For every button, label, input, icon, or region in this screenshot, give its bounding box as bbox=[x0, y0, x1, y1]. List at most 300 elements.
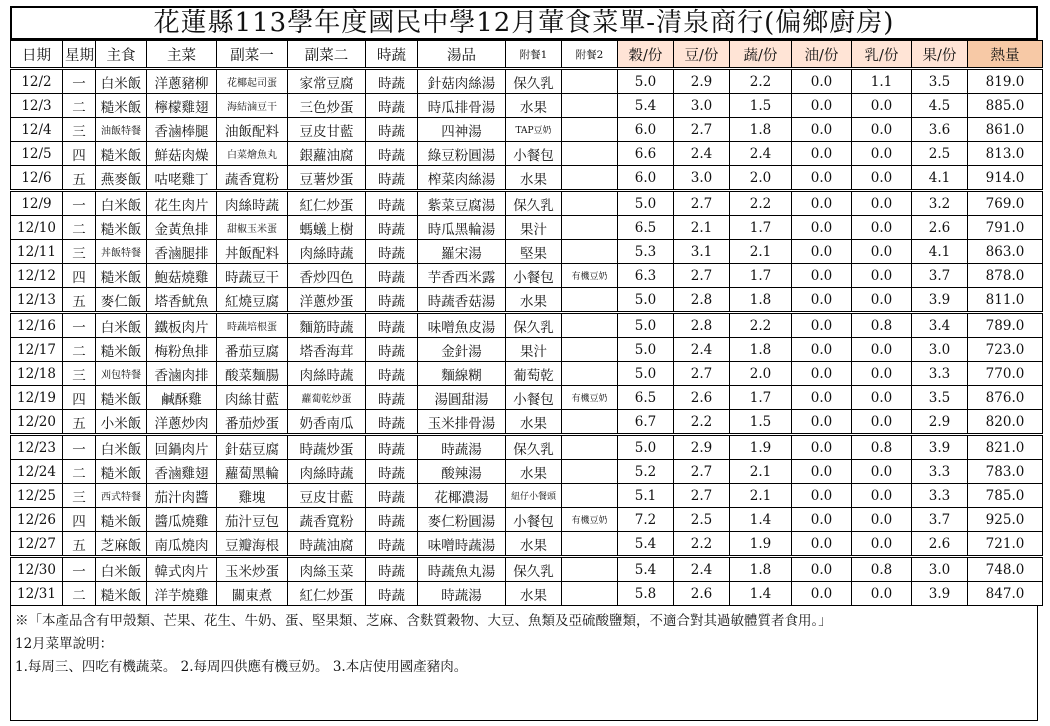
cell-dairy-servings: 0.0 bbox=[852, 410, 912, 435]
col-header-side-dish-1: 副菜一 bbox=[217, 41, 288, 69]
cell-side-dish-2: 肉絲時蔬 bbox=[288, 362, 366, 386]
menu-row bbox=[11, 216, 1043, 240]
cell-calories: 878.0 bbox=[968, 264, 1043, 288]
cell-extra-1: 水果 bbox=[506, 532, 562, 557]
cell-date: 12/31 bbox=[11, 582, 63, 606]
col-header-extra-1: 附餐1 bbox=[506, 41, 562, 69]
cell-bean-servings: 2.4 bbox=[674, 142, 730, 166]
cell-grain-servings: 5.0 bbox=[618, 338, 674, 362]
cell-bean-servings: 2.4 bbox=[674, 338, 730, 362]
cell-grain-servings: 6.5 bbox=[618, 216, 674, 240]
cell-bean-servings: 2.4 bbox=[674, 557, 730, 582]
cell-extra-2 bbox=[562, 362, 618, 386]
cell-grain-servings: 5.1 bbox=[618, 484, 674, 508]
cell-dairy-servings: 0.8 bbox=[852, 435, 912, 460]
col-header-soup: 湯品 bbox=[418, 41, 506, 69]
cell-main-dish: 洋蔥炒肉 bbox=[147, 410, 217, 435]
cell-date: 12/25 bbox=[11, 484, 63, 508]
cell-fruit-servings: 2.6 bbox=[912, 216, 968, 240]
cell-date: 12/9 bbox=[11, 191, 63, 216]
menu-header-row bbox=[11, 41, 1043, 69]
cell-weekday: 三 bbox=[63, 118, 96, 142]
col-header-dairy-servings: 乳/份 bbox=[852, 41, 912, 69]
cell-veg-servings: 1.7 bbox=[730, 264, 792, 288]
cell-staple: 糙米飯 bbox=[96, 460, 147, 484]
cell-soup: 榨菜肉絲湯 bbox=[418, 166, 506, 191]
cell-vegetable: 時蔬 bbox=[366, 557, 418, 582]
cell-extra-2 bbox=[562, 460, 618, 484]
cell-main-dish: 香滷棒腿 bbox=[147, 118, 217, 142]
cell-calories: 885.0 bbox=[968, 94, 1043, 118]
cell-vegetable: 時蔬 bbox=[366, 532, 418, 557]
cell-fruit-servings: 2.5 bbox=[912, 142, 968, 166]
cell-extra-1: 水果 bbox=[506, 410, 562, 435]
cell-fruit-servings: 2.9 bbox=[912, 410, 968, 435]
cell-extra-2 bbox=[562, 313, 618, 338]
cell-bean-servings: 3.1 bbox=[674, 240, 730, 264]
notes-section bbox=[10, 605, 1038, 721]
cell-calories: 813.0 bbox=[968, 142, 1043, 166]
cell-side-dish-1: 白菜燴魚丸 bbox=[217, 142, 288, 166]
cell-main-dish: 香滷雞翅 bbox=[147, 460, 217, 484]
cell-side-dish-2: 洋蔥炒蛋 bbox=[288, 288, 366, 313]
cell-fruit-servings: 3.3 bbox=[912, 484, 968, 508]
cell-veg-servings: 1.9 bbox=[730, 435, 792, 460]
cell-vegetable: 時蔬 bbox=[366, 264, 418, 288]
cell-extra-1: 小餐包 bbox=[506, 508, 562, 532]
cell-calories: 861.0 bbox=[968, 118, 1043, 142]
cell-calories: 847.0 bbox=[968, 582, 1043, 606]
cell-extra-2 bbox=[562, 216, 618, 240]
cell-vegetable: 時蔬 bbox=[366, 69, 418, 94]
cell-bean-servings: 2.8 bbox=[674, 313, 730, 338]
cell-soup: 玉米排骨湯 bbox=[418, 410, 506, 435]
cell-grain-servings: 5.0 bbox=[618, 191, 674, 216]
cell-bean-servings: 2.7 bbox=[674, 460, 730, 484]
cell-side-dish-1: 玉米炒蛋 bbox=[217, 557, 288, 582]
cell-dairy-servings: 0.0 bbox=[852, 166, 912, 191]
cell-main-dish: 鮮菇肉燥 bbox=[147, 142, 217, 166]
cell-weekday: 一 bbox=[63, 435, 96, 460]
cell-date: 12/17 bbox=[11, 338, 63, 362]
cell-fruit-servings: 3.0 bbox=[912, 557, 968, 582]
menu-row bbox=[11, 508, 1043, 532]
menu-row bbox=[11, 460, 1043, 484]
cell-main-dish: 茄汁肉醬 bbox=[147, 484, 217, 508]
cell-extra-1: TAP豆奶 bbox=[506, 118, 562, 142]
cell-side-dish-1: 蘿蔔黑輪 bbox=[217, 460, 288, 484]
cell-side-dish-1: 蔬香寬粉 bbox=[217, 166, 288, 191]
col-header-calories: 熱量 bbox=[968, 41, 1043, 69]
cell-vegetable: 時蔬 bbox=[366, 460, 418, 484]
cell-bean-servings: 2.9 bbox=[674, 69, 730, 94]
cell-side-dish-2: 香炒四色 bbox=[288, 264, 366, 288]
cell-extra-1: 堅果 bbox=[506, 240, 562, 264]
cell-side-dish-1: 紅燒豆腐 bbox=[217, 288, 288, 313]
cell-grain-servings: 5.2 bbox=[618, 460, 674, 484]
menu-row bbox=[11, 166, 1043, 191]
cell-date: 12/5 bbox=[11, 142, 63, 166]
cell-side-dish-2: 紅仁炒蛋 bbox=[288, 582, 366, 606]
cell-weekday: 四 bbox=[63, 508, 96, 532]
cell-dairy-servings: 0.0 bbox=[852, 508, 912, 532]
cell-fruit-servings: 4.1 bbox=[912, 166, 968, 191]
cell-oil-servings: 0.0 bbox=[792, 216, 852, 240]
cell-extra-1: 保久乳 bbox=[506, 435, 562, 460]
menu-body bbox=[11, 69, 1043, 606]
cell-oil-servings: 0.0 bbox=[792, 94, 852, 118]
cell-extra-2 bbox=[562, 410, 618, 435]
cell-oil-servings: 0.0 bbox=[792, 484, 852, 508]
cell-weekday: 五 bbox=[63, 166, 96, 191]
cell-dairy-servings: 0.0 bbox=[852, 216, 912, 240]
cell-soup: 時瓜黑輪湯 bbox=[418, 216, 506, 240]
cell-grain-servings: 6.3 bbox=[618, 264, 674, 288]
cell-staple: 油飯特餐 bbox=[96, 118, 147, 142]
cell-extra-1: 水果 bbox=[506, 288, 562, 313]
cell-main-dish: 花生肉片 bbox=[147, 191, 217, 216]
cell-veg-servings: 2.1 bbox=[730, 240, 792, 264]
cell-side-dish-2: 時蔬炒蛋 bbox=[288, 435, 366, 460]
cell-soup: 綠豆粉圓湯 bbox=[418, 142, 506, 166]
cell-extra-2 bbox=[562, 69, 618, 94]
cell-veg-servings: 2.1 bbox=[730, 484, 792, 508]
col-header-extra-2: 附餐2 bbox=[562, 41, 618, 69]
cell-dairy-servings: 0.0 bbox=[852, 264, 912, 288]
cell-grain-servings: 5.4 bbox=[618, 557, 674, 582]
cell-oil-servings: 0.0 bbox=[792, 338, 852, 362]
cell-main-dish: 洋蔥豬柳 bbox=[147, 69, 217, 94]
cell-extra-1: 紐仔小餐頭 bbox=[506, 484, 562, 508]
cell-dairy-servings: 0.0 bbox=[852, 582, 912, 606]
menu-row bbox=[11, 338, 1043, 362]
cell-side-dish-1: 甜椒玉米蛋 bbox=[217, 216, 288, 240]
menu-table bbox=[10, 40, 1043, 606]
cell-date: 12/16 bbox=[11, 313, 63, 338]
cell-vegetable: 時蔬 bbox=[366, 240, 418, 264]
menu-row bbox=[11, 557, 1043, 582]
cell-grain-servings: 5.0 bbox=[618, 69, 674, 94]
cell-side-dish-2: 三色炒蛋 bbox=[288, 94, 366, 118]
cell-dairy-servings: 0.0 bbox=[852, 338, 912, 362]
cell-extra-2 bbox=[562, 166, 618, 191]
cell-soup: 羅宋湯 bbox=[418, 240, 506, 264]
cell-staple: 糙米飯 bbox=[96, 216, 147, 240]
cell-fruit-servings: 3.4 bbox=[912, 313, 968, 338]
cell-veg-servings: 1.8 bbox=[730, 118, 792, 142]
cell-soup: 金針湯 bbox=[418, 338, 506, 362]
cell-fruit-servings: 3.5 bbox=[912, 386, 968, 410]
cell-soup: 針菇肉絲湯 bbox=[418, 69, 506, 94]
cell-soup: 時蔬香菇湯 bbox=[418, 288, 506, 313]
cell-weekday: 二 bbox=[63, 216, 96, 240]
cell-side-dish-2: 豆皮甘藍 bbox=[288, 118, 366, 142]
cell-vegetable: 時蔬 bbox=[366, 142, 418, 166]
col-header-grain-servings: 穀/份 bbox=[618, 41, 674, 69]
menu-row bbox=[11, 191, 1043, 216]
cell-dairy-servings: 0.0 bbox=[852, 142, 912, 166]
cell-oil-servings: 0.0 bbox=[792, 142, 852, 166]
cell-vegetable: 時蔬 bbox=[366, 338, 418, 362]
cell-veg-servings: 1.5 bbox=[730, 94, 792, 118]
cell-extra-1: 水果 bbox=[506, 460, 562, 484]
cell-side-dish-1: 茄汁豆包 bbox=[217, 508, 288, 532]
cell-dairy-servings: 0.0 bbox=[852, 484, 912, 508]
cell-weekday: 四 bbox=[63, 386, 96, 410]
allergen-note: ※「本產品含有甲殼類、芒果、花生、牛奶、蛋、堅果類、芝麻、含麩質穀物、大豆、魚類及亞硫酸鹽類，不適合對其過敏體質者食用。」 bbox=[15, 613, 832, 629]
cell-date: 12/30 bbox=[11, 557, 63, 582]
cell-extra-1: 小餐包 bbox=[506, 386, 562, 410]
cell-main-dish: 檸檬雞翅 bbox=[147, 94, 217, 118]
cell-weekday: 二 bbox=[63, 94, 96, 118]
cell-veg-servings: 1.8 bbox=[730, 338, 792, 362]
cell-date: 12/6 bbox=[11, 166, 63, 191]
cell-main-dish: 塔香魷魚 bbox=[147, 288, 217, 313]
cell-veg-servings: 1.9 bbox=[730, 532, 792, 557]
cell-bean-servings: 2.9 bbox=[674, 435, 730, 460]
cell-calories: 785.0 bbox=[968, 484, 1043, 508]
cell-extra-2 bbox=[562, 557, 618, 582]
cell-grain-servings: 6.0 bbox=[618, 166, 674, 191]
cell-bean-servings: 3.0 bbox=[674, 94, 730, 118]
cell-side-dish-2: 螞蟻上樹 bbox=[288, 216, 366, 240]
cell-bean-servings: 3.0 bbox=[674, 166, 730, 191]
cell-staple: 西式特餐 bbox=[96, 484, 147, 508]
cell-side-dish-1: 花椰起司蛋 bbox=[217, 69, 288, 94]
cell-weekday: 一 bbox=[63, 557, 96, 582]
cell-extra-1: 保久乳 bbox=[506, 191, 562, 216]
cell-soup: 時蔬湯 bbox=[418, 582, 506, 606]
cell-bean-servings: 2.7 bbox=[674, 191, 730, 216]
cell-main-dish: 鹹酥雞 bbox=[147, 386, 217, 410]
cell-staple: 糙米飯 bbox=[96, 508, 147, 532]
cell-fruit-servings: 3.9 bbox=[912, 435, 968, 460]
cell-dairy-servings: 0.8 bbox=[852, 557, 912, 582]
cell-main-dish: 咕咾雞丁 bbox=[147, 166, 217, 191]
cell-extra-2 bbox=[562, 118, 618, 142]
cell-date: 12/24 bbox=[11, 460, 63, 484]
cell-soup: 花椰濃湯 bbox=[418, 484, 506, 508]
cell-oil-servings: 0.0 bbox=[792, 386, 852, 410]
cell-fruit-servings: 3.2 bbox=[912, 191, 968, 216]
cell-fruit-servings: 3.9 bbox=[912, 582, 968, 606]
cell-date: 12/26 bbox=[11, 508, 63, 532]
cell-extra-2 bbox=[562, 142, 618, 166]
cell-bean-servings: 2.7 bbox=[674, 362, 730, 386]
cell-bean-servings: 2.8 bbox=[674, 288, 730, 313]
cell-main-dish: 香滷肉排 bbox=[147, 362, 217, 386]
cell-calories: 723.0 bbox=[968, 338, 1043, 362]
cell-side-dish-2: 紅仁炒蛋 bbox=[288, 191, 366, 216]
cell-weekday: 四 bbox=[63, 264, 96, 288]
cell-vegetable: 時蔬 bbox=[366, 118, 418, 142]
cell-weekday: 三 bbox=[63, 240, 96, 264]
cell-fruit-servings: 3.0 bbox=[912, 338, 968, 362]
cell-extra-2: 有機豆奶 bbox=[562, 264, 618, 288]
cell-staple: 糙米飯 bbox=[96, 386, 147, 410]
cell-side-dish-2: 塔香海茸 bbox=[288, 338, 366, 362]
cell-main-dish: 南瓜燒肉 bbox=[147, 532, 217, 557]
cell-weekday: 一 bbox=[63, 191, 96, 216]
cell-side-dish-1: 雞塊 bbox=[217, 484, 288, 508]
cell-soup: 味噌魚皮湯 bbox=[418, 313, 506, 338]
cell-main-dish: 香滷腿排 bbox=[147, 240, 217, 264]
cell-oil-servings: 0.0 bbox=[792, 435, 852, 460]
cell-oil-servings: 0.0 bbox=[792, 410, 852, 435]
cell-calories: 791.0 bbox=[968, 216, 1043, 240]
cell-extra-1: 水果 bbox=[506, 166, 562, 191]
cell-calories: 811.0 bbox=[968, 288, 1043, 313]
cell-side-dish-2: 肉絲玉菜 bbox=[288, 557, 366, 582]
col-header-date: 日期 bbox=[11, 41, 63, 69]
cell-grain-servings: 5.3 bbox=[618, 240, 674, 264]
cell-extra-2 bbox=[562, 532, 618, 557]
cell-fruit-servings: 2.6 bbox=[912, 532, 968, 557]
cell-calories: 748.0 bbox=[968, 557, 1043, 582]
notes-items: 1.每周三、四吃有機蔬菜。 2.每周四供應有機豆奶。 3.本店使用國產豬肉。 bbox=[15, 659, 468, 675]
cell-grain-servings: 6.6 bbox=[618, 142, 674, 166]
cell-fruit-servings: 3.3 bbox=[912, 362, 968, 386]
cell-dairy-servings: 0.0 bbox=[852, 362, 912, 386]
cell-vegetable: 時蔬 bbox=[366, 94, 418, 118]
cell-oil-servings: 0.0 bbox=[792, 508, 852, 532]
cell-staple: 白米飯 bbox=[96, 557, 147, 582]
cell-main-dish: 韓式肉片 bbox=[147, 557, 217, 582]
cell-fruit-servings: 4.1 bbox=[912, 240, 968, 264]
cell-weekday: 三 bbox=[63, 484, 96, 508]
cell-veg-servings: 1.7 bbox=[730, 386, 792, 410]
cell-date: 12/23 bbox=[11, 435, 63, 460]
cell-vegetable: 時蔬 bbox=[366, 216, 418, 240]
cell-oil-servings: 0.0 bbox=[792, 532, 852, 557]
cell-extra-1: 小餐包 bbox=[506, 142, 562, 166]
cell-side-dish-1: 海結滷豆干 bbox=[217, 94, 288, 118]
cell-extra-1: 保久乳 bbox=[506, 557, 562, 582]
cell-oil-servings: 0.0 bbox=[792, 288, 852, 313]
cell-weekday: 四 bbox=[63, 142, 96, 166]
cell-oil-servings: 0.0 bbox=[792, 582, 852, 606]
cell-dairy-servings: 0.0 bbox=[852, 191, 912, 216]
cell-staple: 糙米飯 bbox=[96, 264, 147, 288]
cell-main-dish: 梅粉魚排 bbox=[147, 338, 217, 362]
cell-soup: 紫菜豆腐湯 bbox=[418, 191, 506, 216]
cell-weekday: 二 bbox=[63, 338, 96, 362]
cell-calories: 925.0 bbox=[968, 508, 1043, 532]
cell-side-dish-2: 蔬香寬粉 bbox=[288, 508, 366, 532]
cell-date: 12/10 bbox=[11, 216, 63, 240]
cell-side-dish-2: 豆薯炒蛋 bbox=[288, 166, 366, 191]
menu-row bbox=[11, 313, 1043, 338]
cell-side-dish-1: 油飯配料 bbox=[217, 118, 288, 142]
cell-dairy-servings: 0.0 bbox=[852, 460, 912, 484]
cell-dairy-servings: 0.0 bbox=[852, 288, 912, 313]
cell-extra-1: 果汁 bbox=[506, 338, 562, 362]
menu-row bbox=[11, 386, 1043, 410]
cell-date: 12/13 bbox=[11, 288, 63, 313]
cell-grain-servings: 5.4 bbox=[618, 94, 674, 118]
cell-vegetable: 時蔬 bbox=[366, 288, 418, 313]
cell-veg-servings: 1.8 bbox=[730, 557, 792, 582]
cell-weekday: 二 bbox=[63, 460, 96, 484]
menu-row bbox=[11, 582, 1043, 606]
cell-grain-servings: 6.0 bbox=[618, 118, 674, 142]
cell-fruit-servings: 3.7 bbox=[912, 264, 968, 288]
col-header-side-dish-2: 副菜二 bbox=[288, 41, 366, 69]
cell-fruit-servings: 3.3 bbox=[912, 460, 968, 484]
cell-side-dish-2: 麵筋時蔬 bbox=[288, 313, 366, 338]
cell-dairy-servings: 0.0 bbox=[852, 94, 912, 118]
cell-vegetable: 時蔬 bbox=[366, 313, 418, 338]
cell-weekday: 五 bbox=[63, 288, 96, 313]
cell-side-dish-2: 肉絲時蔬 bbox=[288, 240, 366, 264]
col-header-fruit-servings: 果/份 bbox=[912, 41, 968, 69]
cell-extra-1: 葡萄乾 bbox=[506, 362, 562, 386]
cell-soup: 芋香西米露 bbox=[418, 264, 506, 288]
cell-bean-servings: 2.6 bbox=[674, 582, 730, 606]
cell-vegetable: 時蔬 bbox=[366, 435, 418, 460]
notes-heading: 12月菜單說明： bbox=[15, 636, 114, 652]
cell-main-dish: 鐵板肉片 bbox=[147, 313, 217, 338]
cell-oil-servings: 0.0 bbox=[792, 69, 852, 94]
cell-calories: 820.0 bbox=[968, 410, 1043, 435]
cell-extra-2 bbox=[562, 582, 618, 606]
cell-extra-1: 水果 bbox=[506, 582, 562, 606]
cell-veg-servings: 2.0 bbox=[730, 166, 792, 191]
cell-oil-servings: 0.0 bbox=[792, 240, 852, 264]
cell-staple: 芝麻飯 bbox=[96, 532, 147, 557]
cell-side-dish-2: 奶香南瓜 bbox=[288, 410, 366, 435]
cell-calories: 821.0 bbox=[968, 435, 1043, 460]
cell-oil-servings: 0.0 bbox=[792, 264, 852, 288]
cell-main-dish: 醬瓜燒雞 bbox=[147, 508, 217, 532]
cell-grain-servings: 5.0 bbox=[618, 435, 674, 460]
cell-staple: 糙米飯 bbox=[96, 582, 147, 606]
cell-veg-servings: 1.7 bbox=[730, 216, 792, 240]
cell-staple: 白米飯 bbox=[96, 191, 147, 216]
menu-row bbox=[11, 118, 1043, 142]
cell-veg-servings: 1.4 bbox=[730, 582, 792, 606]
cell-extra-1: 保久乳 bbox=[506, 313, 562, 338]
col-header-vegetable: 時蔬 bbox=[366, 41, 418, 69]
cell-calories: 769.0 bbox=[968, 191, 1043, 216]
cell-side-dish-1: 酸菜麵腸 bbox=[217, 362, 288, 386]
menu-row bbox=[11, 532, 1043, 557]
cell-staple: 麥仁飯 bbox=[96, 288, 147, 313]
cell-date: 12/3 bbox=[11, 94, 63, 118]
cell-side-dish-1: 番茄豆腐 bbox=[217, 338, 288, 362]
cell-staple: 刈包特餐 bbox=[96, 362, 147, 386]
cell-staple: 白米飯 bbox=[96, 69, 147, 94]
cell-veg-servings: 2.1 bbox=[730, 460, 792, 484]
cell-bean-servings: 2.2 bbox=[674, 410, 730, 435]
cell-veg-servings: 1.4 bbox=[730, 508, 792, 532]
cell-grain-servings: 5.4 bbox=[618, 532, 674, 557]
cell-calories: 876.0 bbox=[968, 386, 1043, 410]
cell-staple: 糙米飯 bbox=[96, 338, 147, 362]
cell-staple: 白米飯 bbox=[96, 313, 147, 338]
menu-row bbox=[11, 362, 1043, 386]
cell-weekday: 五 bbox=[63, 410, 96, 435]
cell-vegetable: 時蔬 bbox=[366, 166, 418, 191]
cell-dairy-servings: 1.1 bbox=[852, 69, 912, 94]
cell-oil-servings: 0.0 bbox=[792, 362, 852, 386]
col-header-veg-servings: 蔬/份 bbox=[730, 41, 792, 69]
cell-dairy-servings: 0.0 bbox=[852, 386, 912, 410]
cell-soup: 麵線糊 bbox=[418, 362, 506, 386]
cell-extra-2 bbox=[562, 240, 618, 264]
cell-date: 12/18 bbox=[11, 362, 63, 386]
cell-staple: 糙米飯 bbox=[96, 142, 147, 166]
